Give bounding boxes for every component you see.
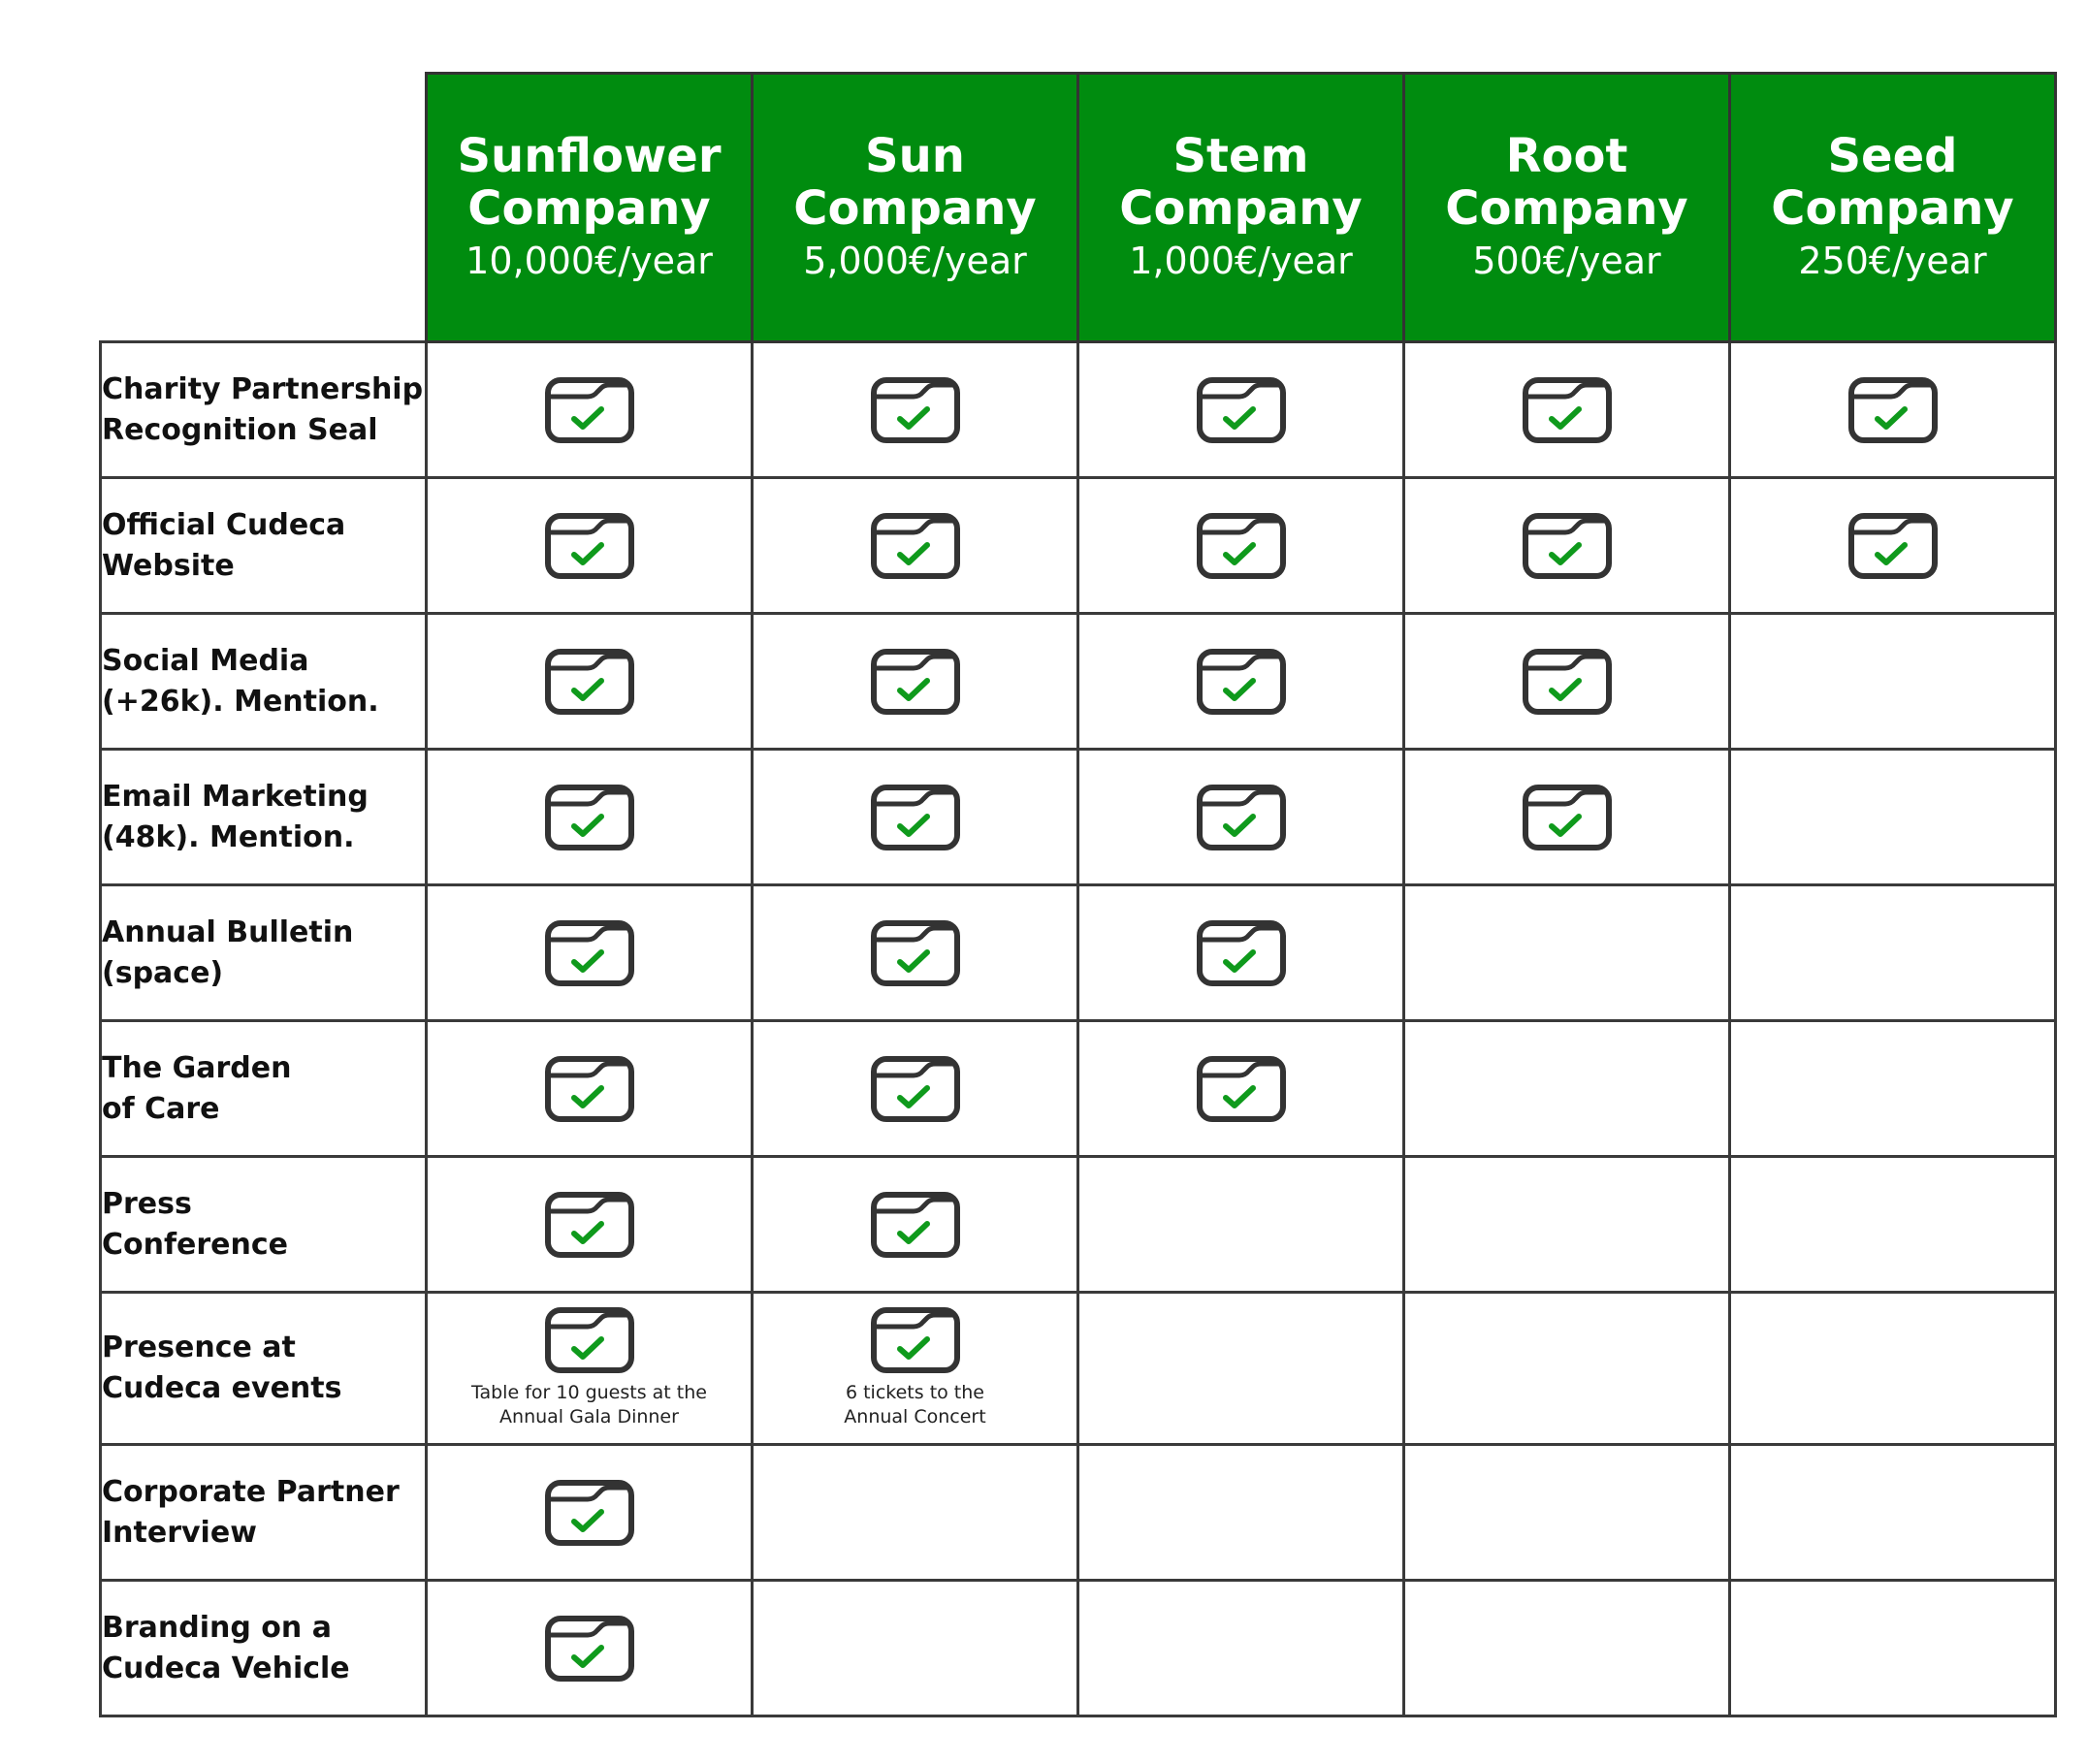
check-folder-icon (1197, 785, 1286, 850)
check-folder-icon (545, 920, 634, 986)
check-folder-icon (1197, 513, 1286, 579)
tier-price: 1,000€/year (1129, 240, 1353, 282)
check-folder-icon (545, 1192, 634, 1258)
empty-cell (1730, 885, 2056, 1021)
included-cell (427, 885, 753, 1021)
included-cell (753, 885, 1078, 1021)
included-cell (1078, 478, 1404, 614)
check-folder-icon (545, 1480, 634, 1546)
benefit-row (101, 750, 2056, 885)
check-folder-icon (871, 377, 960, 443)
included-cell (427, 1021, 753, 1157)
included-cell (753, 750, 1078, 885)
tier-name: Stem Company (1119, 129, 1363, 236)
benefit-label: Corporate Partner Interview (101, 1445, 427, 1581)
tier-name: Root Company (1445, 129, 1688, 236)
included-cell (1404, 342, 1730, 478)
tier-header-sunflower (427, 74, 753, 342)
benefit-label: Presence at Cudeca events (101, 1293, 427, 1445)
check-folder-icon (1197, 1056, 1286, 1122)
tier-price: 10,000€/year (466, 240, 713, 282)
empty-corner (101, 74, 427, 342)
tier-price: 500€/year (1472, 240, 1661, 282)
check-folder-icon (871, 920, 960, 986)
check-folder-icon (545, 1056, 634, 1122)
included-cell (1730, 342, 2056, 478)
included-cell (753, 614, 1078, 750)
empty-cell (753, 1445, 1078, 1581)
check-folder-icon (1523, 785, 1612, 850)
check-folder-icon (871, 785, 960, 850)
included-cell (1078, 614, 1404, 750)
included-cell (753, 1293, 1078, 1445)
benefit-row (101, 1021, 2056, 1157)
empty-cell (753, 1581, 1078, 1716)
benefit-row (101, 1445, 2056, 1581)
included-cell (427, 1293, 753, 1445)
check-folder-icon (871, 1192, 960, 1258)
benefit-label: Branding on a Cudeca Vehicle (101, 1581, 427, 1716)
tier-header-root (1404, 74, 1730, 342)
included-cell (1078, 750, 1404, 885)
empty-cell (1404, 1157, 1730, 1293)
check-folder-icon (871, 513, 960, 579)
benefit-row (101, 1581, 2056, 1716)
check-folder-icon (1197, 377, 1286, 443)
check-folder-icon (871, 1307, 960, 1373)
check-folder-icon (1523, 649, 1612, 715)
tier-header-row (101, 74, 2056, 342)
benefit-rows (101, 342, 2056, 1716)
included-cell (753, 1157, 1078, 1293)
included-cell (1078, 885, 1404, 1021)
empty-cell (1078, 1293, 1404, 1445)
tier-header-stem (1078, 74, 1404, 342)
empty-cell (1730, 1293, 2056, 1445)
included-cell (753, 478, 1078, 614)
empty-cell (1404, 1293, 1730, 1445)
included-cell (427, 750, 753, 885)
included-cell (753, 342, 1078, 478)
tier-header-seed (1730, 74, 2056, 342)
benefit-row (101, 342, 2056, 478)
check-folder-icon (545, 1307, 634, 1373)
check-folder-icon (1848, 513, 1938, 579)
check-folder-icon (1848, 377, 1938, 443)
benefit-label: The Garden of Care (101, 1021, 427, 1157)
included-cell (427, 1445, 753, 1581)
benefit-label: Official Cudeca Website (101, 478, 427, 614)
tier-name: Sunflower Company (457, 129, 722, 236)
empty-cell (1730, 750, 2056, 885)
empty-cell (1730, 1157, 2056, 1293)
empty-cell (1078, 1581, 1404, 1716)
empty-cell (1730, 614, 2056, 750)
included-cell (1078, 1021, 1404, 1157)
included-cell (427, 1157, 753, 1293)
empty-cell (1404, 1021, 1730, 1157)
included-cell (1404, 750, 1730, 885)
included-cell (427, 478, 753, 614)
empty-cell (1404, 1581, 1730, 1716)
included-cell (1078, 342, 1404, 478)
benefit-label: Charity Partnership Recognition Seal (101, 342, 427, 478)
benefit-label: Annual Bulletin (space) (101, 885, 427, 1021)
included-cell (1404, 478, 1730, 614)
check-folder-icon (1197, 649, 1286, 715)
included-cell (1404, 614, 1730, 750)
empty-cell (1078, 1445, 1404, 1581)
benefit-note: Table for 10 guests at the Annual Gala Dinner (471, 1382, 707, 1427)
benefit-row (101, 478, 2056, 614)
check-folder-icon (545, 649, 634, 715)
check-folder-icon (1523, 513, 1612, 579)
check-folder-icon (545, 1616, 634, 1682)
empty-cell (1404, 1445, 1730, 1581)
tier-price: 5,000€/year (803, 240, 1027, 282)
tier-name: Seed Company (1771, 129, 2014, 236)
included-cell (427, 342, 753, 478)
included-cell (427, 1581, 753, 1716)
check-folder-icon (545, 377, 634, 443)
benefit-row (101, 1293, 2056, 1445)
sponsorship-table (99, 72, 2057, 1717)
benefit-note: 6 tickets to the Annual Concert (844, 1382, 986, 1427)
benefit-label: Press Conference (101, 1157, 427, 1293)
check-folder-icon (545, 785, 634, 850)
benefit-label: Email Marketing (48k). Mention. (101, 750, 427, 885)
empty-cell (1078, 1157, 1404, 1293)
empty-cell (1730, 1445, 2056, 1581)
check-folder-icon (545, 513, 634, 579)
tier-header-sun (753, 74, 1078, 342)
empty-cell (1730, 1581, 2056, 1716)
included-cell (753, 1021, 1078, 1157)
empty-cell (1730, 1021, 2056, 1157)
tier-price: 250€/year (1798, 240, 1987, 282)
tier-name: Sun Company (793, 129, 1037, 236)
benefit-row (101, 885, 2056, 1021)
benefit-row (101, 614, 2056, 750)
check-folder-icon (1523, 377, 1612, 443)
check-folder-icon (871, 649, 960, 715)
included-cell (1730, 478, 2056, 614)
included-cell (427, 614, 753, 750)
check-folder-icon (1197, 920, 1286, 986)
benefit-label: Social Media (+26k). Mention. (101, 614, 427, 750)
empty-cell (1404, 885, 1730, 1021)
benefit-row (101, 1157, 2056, 1293)
check-folder-icon (871, 1056, 960, 1122)
